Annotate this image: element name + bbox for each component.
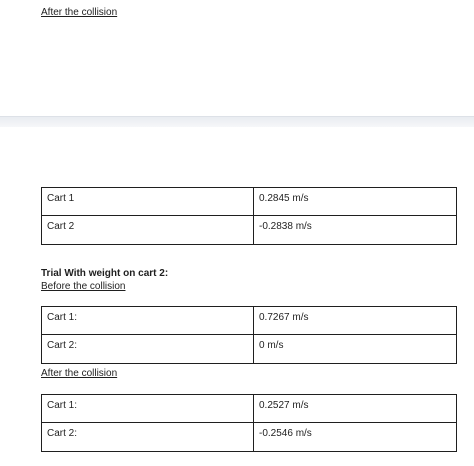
table-row <box>42 423 457 452</box>
after-collision-label-1: After the collision <box>41 7 118 18</box>
velocity-table-before <box>41 306 457 364</box>
table-row <box>42 335 457 364</box>
table-row <box>42 307 457 335</box>
trial-heading: Trial With weight on cart 2: <box>41 268 169 279</box>
velocity-table-1 <box>41 187 457 245</box>
cart-cell[interactable]: Cart 1: <box>42 395 254 423</box>
table-row <box>42 216 457 245</box>
velocity-cell[interactable]: 0.2845 m/s <box>254 188 457 216</box>
velocity-table-after <box>41 394 457 452</box>
velocity-cell[interactable]: -0.2838 m/s <box>254 216 457 245</box>
cart-cell[interactable]: Cart 2: <box>42 335 254 364</box>
velocity-cell[interactable]: 0.7267 m/s <box>254 307 457 335</box>
cart-cell[interactable]: Cart 2: <box>42 423 254 452</box>
after-collision-label-2: After the collision <box>41 368 118 379</box>
cart-cell[interactable]: Cart 2 <box>42 216 254 245</box>
cart-cell[interactable]: Cart 1 <box>42 188 254 216</box>
velocity-cell[interactable]: 0 m/s <box>254 335 457 364</box>
velocity-cell[interactable]: -0.2546 m/s <box>254 423 457 452</box>
cart-cell[interactable]: Cart 1: <box>42 307 254 335</box>
table-row <box>42 188 457 216</box>
velocity-cell[interactable]: 0.2527 m/s <box>254 395 457 423</box>
page-break-divider <box>0 116 474 127</box>
table-row <box>42 395 457 423</box>
before-collision-label: Before the collision <box>41 281 126 292</box>
